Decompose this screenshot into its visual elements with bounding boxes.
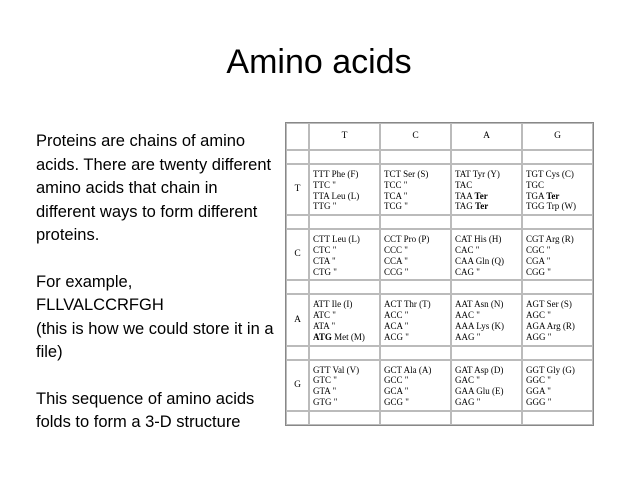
- table-spacer-row: [286, 411, 593, 425]
- codon-entry: [313, 375, 377, 386]
- amino-acid-label: Leu (L): [332, 234, 360, 245]
- codon-triplet: CAC: [455, 244, 474, 255]
- amino-acid-label: ": [403, 179, 408, 190]
- codon-entry: [313, 234, 377, 245]
- codon-cell: [309, 229, 380, 280]
- amino-acid-label: ": [547, 396, 552, 407]
- codon-triplet: ACC: [384, 310, 403, 321]
- table-spacer-row: [286, 215, 593, 229]
- codon-table-header-row: [286, 123, 593, 150]
- codon-triplet: TTA: [313, 190, 330, 201]
- codon-entry: [313, 256, 377, 267]
- spacer-cell: [309, 346, 380, 360]
- codon-entry: [313, 397, 377, 408]
- codon-triplet: CAT: [455, 234, 472, 245]
- codon-triplet: CTT: [313, 234, 330, 245]
- table-spacer-row: [286, 346, 593, 360]
- codon-entry: [384, 169, 448, 180]
- codon-entry: [313, 332, 377, 343]
- amino-acid-label: ": [405, 331, 409, 342]
- codon-entry: [384, 201, 448, 212]
- codon-triplet: CCG: [384, 266, 403, 277]
- codon-triplet: TTC: [313, 179, 330, 190]
- codon-entry: [384, 365, 448, 376]
- codon-entry: [526, 332, 590, 343]
- codon-entry: [455, 169, 519, 180]
- spacer-cell: [380, 346, 451, 360]
- codon-entry: [384, 310, 448, 321]
- paragraph-example-label: For example,: [36, 272, 133, 291]
- codon-cell: [451, 229, 522, 280]
- codon-triplet: ATG: [313, 331, 332, 342]
- spacer-cell: [309, 280, 380, 294]
- codon-triplet: ATC: [313, 310, 331, 321]
- codon-entry: [313, 201, 377, 212]
- codon-triplet: AGA: [526, 320, 546, 331]
- codon-triplet: GGA: [526, 386, 546, 397]
- codon-triplet: AGT: [526, 299, 545, 310]
- codon-triplet: CCC: [384, 244, 403, 255]
- codon-cell: [380, 360, 451, 411]
- codon-triplet: CCA: [384, 255, 403, 266]
- amino-acid-label: Arg (R): [545, 234, 574, 245]
- row-header: G: [286, 360, 309, 411]
- slide-title: Amino acids: [226, 43, 412, 81]
- codon-entry: [455, 386, 519, 397]
- codon-triplet: CGG: [526, 266, 546, 277]
- amino-acid-label: ": [547, 331, 552, 342]
- amino-acid-label: ": [404, 266, 409, 277]
- amino-acid-label: Lys (K): [476, 320, 505, 331]
- codon-triplet: GAG: [455, 396, 475, 407]
- codon-cell: [380, 164, 451, 215]
- spacer-cell: [451, 215, 522, 229]
- amino-acid-label: ": [546, 244, 551, 255]
- codon-triplet: GAT: [455, 364, 473, 375]
- amino-acid-label: ": [404, 244, 408, 255]
- codon-triplet: CTA: [313, 255, 330, 266]
- amino-acid-label: ": [404, 320, 409, 331]
- codon-triplet: GAC: [455, 375, 475, 386]
- paragraph-folding: This sequence of amino acids folds to form a 3-D structure: [36, 389, 255, 431]
- amino-acid-label: Tyr (Y): [472, 169, 500, 179]
- codon-entry: [384, 191, 448, 202]
- amino-acid-label: ": [476, 331, 481, 342]
- codon-triplet: TCC: [384, 179, 402, 190]
- codon-entry: [455, 321, 519, 332]
- codon-entry: [455, 256, 519, 267]
- amino-acid-label: Asp (D): [474, 364, 504, 375]
- codon-cell: [309, 360, 380, 411]
- codon-entry: [384, 267, 448, 278]
- codon-entry: [384, 332, 448, 343]
- codon-triplet: AAC: [455, 310, 475, 321]
- spacer-cell: [286, 280, 309, 294]
- amino-acid-label: ": [547, 386, 551, 397]
- codon-entry: [455, 267, 519, 278]
- amino-acid-label: Val (V): [332, 364, 360, 375]
- codon-triplet: CAA: [455, 255, 474, 266]
- codon-entry: [313, 321, 377, 332]
- codon-entry: [526, 245, 590, 256]
- codon-entry: [526, 321, 590, 332]
- amino-acid-label: Ter: [546, 190, 560, 201]
- codon-entry: [313, 245, 377, 256]
- table-spacer-row: [286, 150, 593, 164]
- codon-triplet: TAT: [455, 169, 471, 179]
- amino-acid-label: His (H): [474, 234, 502, 245]
- codon-triplet: GTC: [313, 375, 331, 386]
- codon-entry: [526, 191, 590, 202]
- codon-entry: [455, 375, 519, 386]
- amino-acid-label: Ala (A): [403, 364, 432, 375]
- paragraph-example-sequence: FLLVALCCRFGH: [36, 296, 164, 314]
- codon-entry: [384, 321, 448, 332]
- amino-acid-label: ": [476, 375, 480, 386]
- codon-triplet: TGA: [526, 190, 544, 201]
- codon-triplet: GGT: [526, 364, 545, 375]
- codon-triplet: AAT: [455, 299, 473, 310]
- codon-entry: [313, 310, 377, 321]
- codon-triplet: CCT: [384, 234, 402, 245]
- codon-triplet: CGC: [526, 244, 545, 255]
- amino-acid-label: ": [476, 310, 480, 321]
- codon-cell: [451, 294, 522, 345]
- codon-entry: [455, 365, 519, 376]
- column-header-c: C: [380, 123, 451, 150]
- spacer-cell: [451, 150, 522, 164]
- amino-acid-label: ": [404, 201, 408, 212]
- amino-acid-label: ": [332, 386, 337, 397]
- amino-acid-label: ": [403, 190, 408, 201]
- slide-body-text: [36, 130, 276, 458]
- amino-acid-label: ": [547, 310, 551, 321]
- amino-acid-label: Trp (W): [546, 201, 577, 212]
- amino-acid-label: Ter: [475, 201, 489, 212]
- amino-acid-label: ": [547, 375, 551, 386]
- codon-triplet: GAA: [455, 386, 475, 397]
- codon-triplet: AAG: [455, 331, 475, 342]
- paragraph-intro: Proteins are chains of amino acids. There are twenty different amino acids that chain in different ways to form different proteins.: [36, 132, 272, 244]
- codon-triplet: TCT: [384, 169, 401, 179]
- amino-acid-label: ": [332, 179, 336, 190]
- codon-cell: [451, 360, 522, 411]
- amino-acid-label: Ser (S): [546, 299, 572, 310]
- codon-entry: [455, 397, 519, 408]
- codon-entry: [455, 234, 519, 245]
- amino-acid-label: ": [332, 255, 336, 266]
- amino-acid-label: ": [331, 320, 336, 331]
- codon-entry: [455, 310, 519, 321]
- codon-cell: [522, 164, 593, 215]
- codon-triplet: TCA: [384, 190, 402, 201]
- amino-acid-label: Ser (S): [403, 169, 429, 179]
- spacer-cell: [451, 411, 522, 425]
- codon-entry: [526, 180, 590, 191]
- amino-acid-label: Gln (Q): [475, 255, 505, 266]
- codon-triplet: CGT: [526, 234, 544, 245]
- codon-triplet: TTT: [313, 169, 330, 179]
- codon-cell: [451, 164, 522, 215]
- table-row: [286, 229, 593, 280]
- codon-triplet: GCA: [384, 386, 403, 397]
- amino-acid-label: Glu (E): [476, 386, 504, 397]
- codon-entry: [526, 365, 590, 376]
- codon-triplet: ACT: [384, 299, 402, 310]
- table-row: [286, 164, 593, 215]
- codon-triplet: GCC: [384, 375, 403, 386]
- spacer-cell: [380, 411, 451, 425]
- amino-acid-label: Phe (F): [331, 169, 359, 179]
- amino-acid-label: ": [476, 266, 480, 277]
- codon-table-corner: [286, 123, 309, 150]
- codon-entry: [313, 169, 377, 180]
- spacer-cell: [451, 280, 522, 294]
- codon-triplet: TTG: [313, 201, 331, 212]
- codon-entry: [384, 299, 448, 310]
- codon-triplet: TAA: [455, 190, 473, 201]
- amino-acid-label: Ter: [474, 190, 488, 201]
- codon-triplet: GTT: [313, 364, 331, 375]
- codon-entry: [384, 386, 448, 397]
- codon-triplet: TCG: [384, 201, 402, 212]
- codon-entry: [455, 332, 519, 343]
- codon-entry: [526, 169, 590, 180]
- codon-triplet: GTA: [313, 386, 331, 397]
- codon-cell: [522, 360, 593, 411]
- amino-acid-label: Asn (N): [474, 299, 504, 310]
- codon-entry: [526, 256, 590, 267]
- codon-cell: [309, 164, 380, 215]
- codon-triplet: TGT: [526, 169, 544, 179]
- codon-entry: [313, 299, 377, 310]
- codon-entry: [384, 256, 448, 267]
- amino-acid-label: Cys (C): [545, 169, 574, 179]
- codon-triplet: GCT: [384, 364, 402, 375]
- codon-entry: [455, 299, 519, 310]
- spacer-cell: [451, 346, 522, 360]
- column-header-g: G: [522, 123, 593, 150]
- amino-acid-label: ": [476, 396, 481, 407]
- codon-triplet: ATA: [313, 320, 330, 331]
- amino-acid-label: ": [546, 255, 551, 266]
- codon-entry: [313, 386, 377, 397]
- amino-acid-label: ": [333, 266, 337, 277]
- codon-triplet: CTC: [313, 244, 331, 255]
- amino-acid-label: ": [332, 310, 336, 321]
- amino-acid-label: ": [405, 396, 409, 407]
- spacer-cell: [522, 215, 593, 229]
- amino-acid-label: Gly (G): [546, 364, 575, 375]
- spacer-cell: [380, 150, 451, 164]
- codon-triplet: GTG: [313, 396, 332, 407]
- spacer-cell: [286, 215, 309, 229]
- codon-entry: [384, 234, 448, 245]
- codon-triplet: CAG: [455, 266, 475, 277]
- codon-entry: [313, 180, 377, 191]
- codon-entry: [384, 245, 448, 256]
- amino-acid-label: ": [404, 375, 409, 386]
- codon-cell: [309, 294, 380, 345]
- amino-acid-label: Thr (T): [403, 299, 431, 310]
- amino-acid-label: Met (M): [334, 331, 365, 342]
- codon-entry: [526, 386, 590, 397]
- codon-triplet: GGC: [526, 375, 546, 386]
- codon-entry: [313, 191, 377, 202]
- codon-entry: [313, 267, 377, 278]
- codon-entry: [455, 201, 519, 212]
- codon-entry: [384, 375, 448, 386]
- codon-triplet: TGG: [526, 201, 545, 212]
- codon-cell: [522, 229, 593, 280]
- codon-triplet: ACG: [384, 331, 404, 342]
- codon-cell: [380, 294, 451, 345]
- codon-cell: [380, 229, 451, 280]
- codon-triplet: AGC: [526, 310, 546, 321]
- codon-entry: [455, 191, 519, 202]
- codon-entry: [526, 310, 590, 321]
- codon-entry: [526, 299, 590, 310]
- codon-entry: [526, 375, 590, 386]
- column-header-t: T: [309, 123, 380, 150]
- codon-entry: [384, 180, 448, 191]
- spacer-cell: [522, 411, 593, 425]
- codon-triplet: ACA: [384, 320, 403, 331]
- spacer-cell: [380, 215, 451, 229]
- amino-acid-label: ": [333, 375, 337, 386]
- codon-entry: [313, 365, 377, 376]
- codon-triplet: AGG: [526, 331, 546, 342]
- table-row: [286, 294, 593, 345]
- spacer-cell: [522, 150, 593, 164]
- amino-acid-label: ": [332, 244, 337, 255]
- spacer-cell: [286, 411, 309, 425]
- codon-triplet: TGC: [526, 179, 544, 190]
- codon-table: [285, 122, 594, 426]
- spacer-cell: [309, 215, 380, 229]
- amino-acid-label: Pro (P): [403, 234, 430, 245]
- amino-acid-label: Ile (I): [331, 299, 353, 310]
- codon-table-body: [286, 150, 593, 425]
- column-header-a: A: [451, 123, 522, 150]
- amino-acid-label: ": [404, 255, 408, 266]
- amino-acid-label: ": [404, 386, 409, 397]
- row-header: T: [286, 164, 309, 215]
- amino-acid-label: ": [547, 266, 551, 277]
- codon-triplet: TAG: [455, 201, 473, 212]
- paragraph-example-note: (this is how we could store it in a file): [36, 319, 274, 361]
- amino-acid-label: ": [404, 310, 409, 321]
- amino-acid-label: Arg (R): [546, 320, 575, 331]
- table-spacer-row: [286, 280, 593, 294]
- spacer-cell: [522, 346, 593, 360]
- amino-acid-label: ": [333, 396, 338, 407]
- codon-triplet: CTG: [313, 266, 331, 277]
- spacer-cell: [286, 150, 309, 164]
- spacer-cell: [309, 411, 380, 425]
- row-header: A: [286, 294, 309, 345]
- amino-acid-label: ": [332, 201, 337, 212]
- codon-triplet: CGA: [526, 255, 545, 266]
- codon-triplet: GGG: [526, 396, 546, 407]
- spacer-cell: [380, 280, 451, 294]
- codon-entry: [526, 201, 590, 212]
- codon-entry: [384, 397, 448, 408]
- codon-entry: [526, 267, 590, 278]
- codon-triplet: GCG: [384, 396, 404, 407]
- amino-acid-label: ": [475, 244, 480, 255]
- codon-entry: [455, 245, 519, 256]
- codon-triplet: TAC: [455, 179, 473, 190]
- spacer-cell: [309, 150, 380, 164]
- codon-triplet: ATT: [313, 299, 330, 310]
- spacer-cell: [286, 346, 309, 360]
- codon-cell: [522, 294, 593, 345]
- amino-acid-label: Leu (L): [331, 190, 360, 201]
- spacer-cell: [522, 280, 593, 294]
- codon-entry: [455, 180, 519, 191]
- codon-entry: [526, 397, 590, 408]
- codon-triplet: AAA: [455, 320, 475, 331]
- codon-entry: [526, 234, 590, 245]
- table-row: [286, 360, 593, 411]
- row-header: C: [286, 229, 309, 280]
